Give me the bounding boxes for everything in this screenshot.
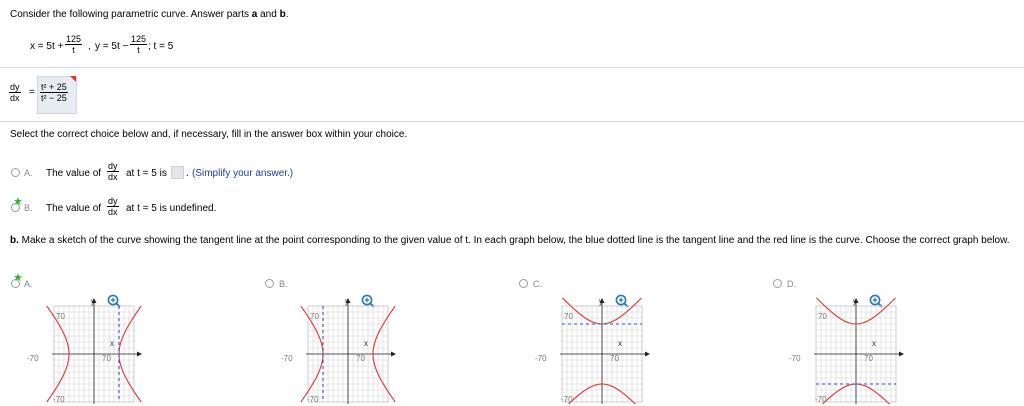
axes (814, 298, 904, 404)
axes (52, 298, 142, 404)
divider (0, 121, 1024, 122)
answer-input-box[interactable] (171, 166, 184, 179)
part-b-question: b. Make a sketch of the curve showing the tangent line at the point corresponding to the given value of t. In each graph below, the blue dotted line is the tangent line and the red line is the curve. Choose the correct graph below. (10, 235, 1010, 246)
radio-graph-d[interactable] (773, 279, 782, 288)
star-icon: ★ (13, 272, 23, 284)
radio-graph-b[interactable] (265, 279, 274, 288)
y-fraction: $\frac{125}{t}$ (131, 34, 147, 55)
radio-graph-c[interactable] (519, 279, 528, 288)
select-instruction: Select the correct choice below and, if necessary, fill in the answer box within your choice. (10, 129, 408, 140)
axes (560, 298, 650, 404)
answer-flag-icon (70, 76, 76, 82)
dydx-fraction: $\frac{dy}{dx}$ (10, 82, 20, 103)
star-icon: ★ (13, 196, 23, 208)
graph-c[interactable] (532, 298, 662, 404)
graph-b[interactable] (278, 298, 408, 404)
divider (0, 67, 1024, 68)
graph-a[interactable] (24, 298, 154, 404)
question-prompt: Consider the following parametric curve. Answer parts a and b. (10, 9, 289, 20)
radio-choice-a[interactable] (11, 168, 20, 177)
axes (306, 298, 396, 404)
x-fraction: $\frac{125}{t}$ (66, 34, 82, 55)
graph-d[interactable] (786, 298, 916, 404)
result-fraction: $\frac{\text{t² + 25}}{\text{t² − 25}}$ (41, 82, 67, 103)
